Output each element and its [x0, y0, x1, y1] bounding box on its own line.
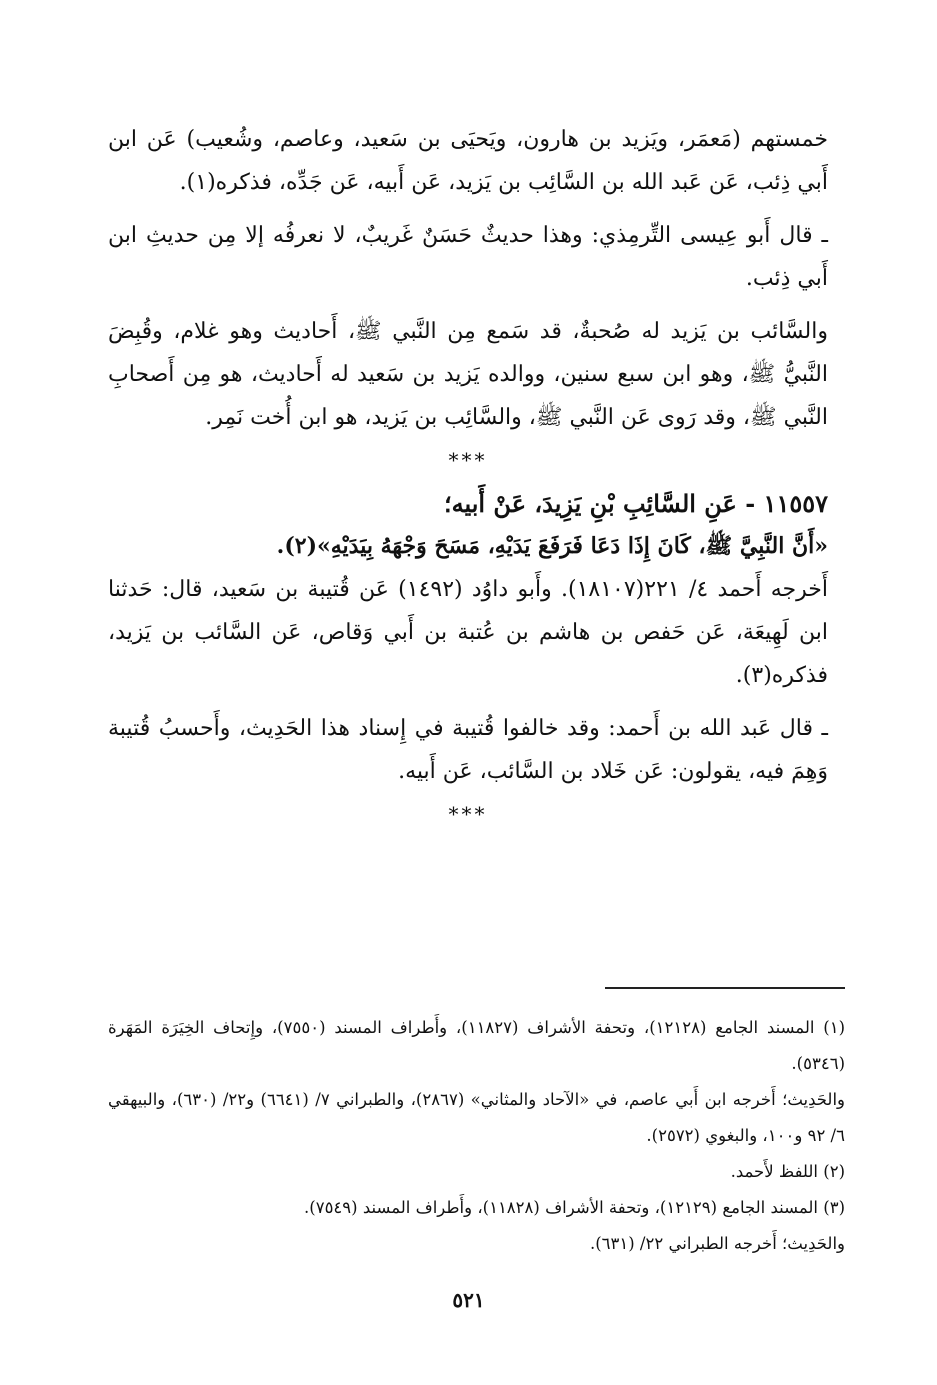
paragraph-takhrij: أَخرجه أَحمد ٤/ ٢٢١(١٨١٠٧). وأَبو داوُد (١٤٩٢) عَن قُتيبة بن سَعيد، قال: حَدثنا ابن لَهِيعَة، عَن حَفص بن هاشم بن عُتبة بن أَبي وَقاص، عَن السَّائب بن يَزيد، فذكره(٣).: [108, 577, 829, 688]
footnote-1-continued: والحَدِيث؛ أَخرجه ابن أَبي عاصم، في «الآحاد والمثاني» (٢٨٦٧)، والطبراني ٧/ (٦٦٤١) و٢٢/ (٦٣٠)، والبيهقي ٦/ ٩٢ و١٠٠، والبغوي (٢٥٧٢).: [108, 1090, 846, 1145]
footnote-divider: [605, 987, 845, 989]
hadith-heading: ١١٥٥٧ - عَنِ السَّائِبِ بْنِ يَزِيدَ، عَنْ أَبيه؛: [443, 489, 828, 518]
paragraph-abdullah-comment: ـ قال عَبد الله بن أَحمد: وقد خالفوا قُتيبة في إِسناد هذا الحَدِيث، وأَحسبُ قُتيبة وَهِمَ فيه، يقولون: عَن خَلاد بن السَّائب، عَن أَبيه.: [108, 716, 828, 784]
paragraph-tirmidhi-comment: ـ قال أَبو عِيسى التِّرمِذي: وهذا حديثٌ حَسَنٌ غَريبٌ، لا نعرفُه إلا مِن حديثِ ابن أَبي ذِئب.: [108, 223, 828, 291]
footnote-3-continued: والحَدِيث؛ أَخرجه الطبراني ٢٢/ (٦٣١).: [589, 1234, 845, 1253]
footnotes: [108, 1010, 845, 1262]
section-separator: ***: [448, 802, 488, 826]
footnote-2: (٢) اللفظ لأَحمد.: [730, 1162, 845, 1181]
section-separator: ***: [448, 448, 488, 472]
page-number: ٥٢١: [452, 1288, 485, 1312]
footnote-3: (٣) المسند الجامع (١٢١٢٩)، وتحفة الأشراف (١١٨٢٨)، وأَطراف المسند (٧٥٤٩).: [304, 1198, 845, 1217]
main-text: [108, 118, 828, 836]
hadith-text: «أَنَّ النَّبِيَّ ﷺ، كَانَ إِذَا دَعَا فَرَفَعَ يَدَيْهِ، مَسَحَ وَجْهَهُ بِيَدَيْهِ»(٢).: [276, 533, 828, 559]
paragraph-saib-biography: والسَّائب بن يَزيد له صُحبةٌ، قد سَمع مِن النَّبي ﷺ، أَحاديث وهو غلام، وقُبِضَ النَّبيُّ ﷺ، وهو ابن سبع سنين، ووالده يَزيد بن سَعيد له أَحاديث، هو مِن أَصحابِ النَّبي ﷺ، وقد رَوى عَن النَّبي ﷺ، والسَّائِب بن يَزيد، هو ابن أُخت نَمِر.: [108, 319, 828, 430]
footnote-1: (١) المسند الجامع (١٢١٢٨)، وتحفة الأشراف (١١٨٢٧)، وأَطراف المسند (٧٥٥٠)، وإِتحاف الخِيَرَة المَهَرة (٥٣٤٦).: [108, 1018, 846, 1073]
paragraph-chain: خمستهم (مَعمَر، ويَزيد بن هارون، ويَحيَى بن سَعيد، وعاصم، وشُعيب) عَن ابن أَبي ذِئب، عَن عَبد الله بن السَّائِب بن يَزيد، عَن أَبيه، عَن جَدِّه، فذكره(١).: [108, 127, 828, 195]
